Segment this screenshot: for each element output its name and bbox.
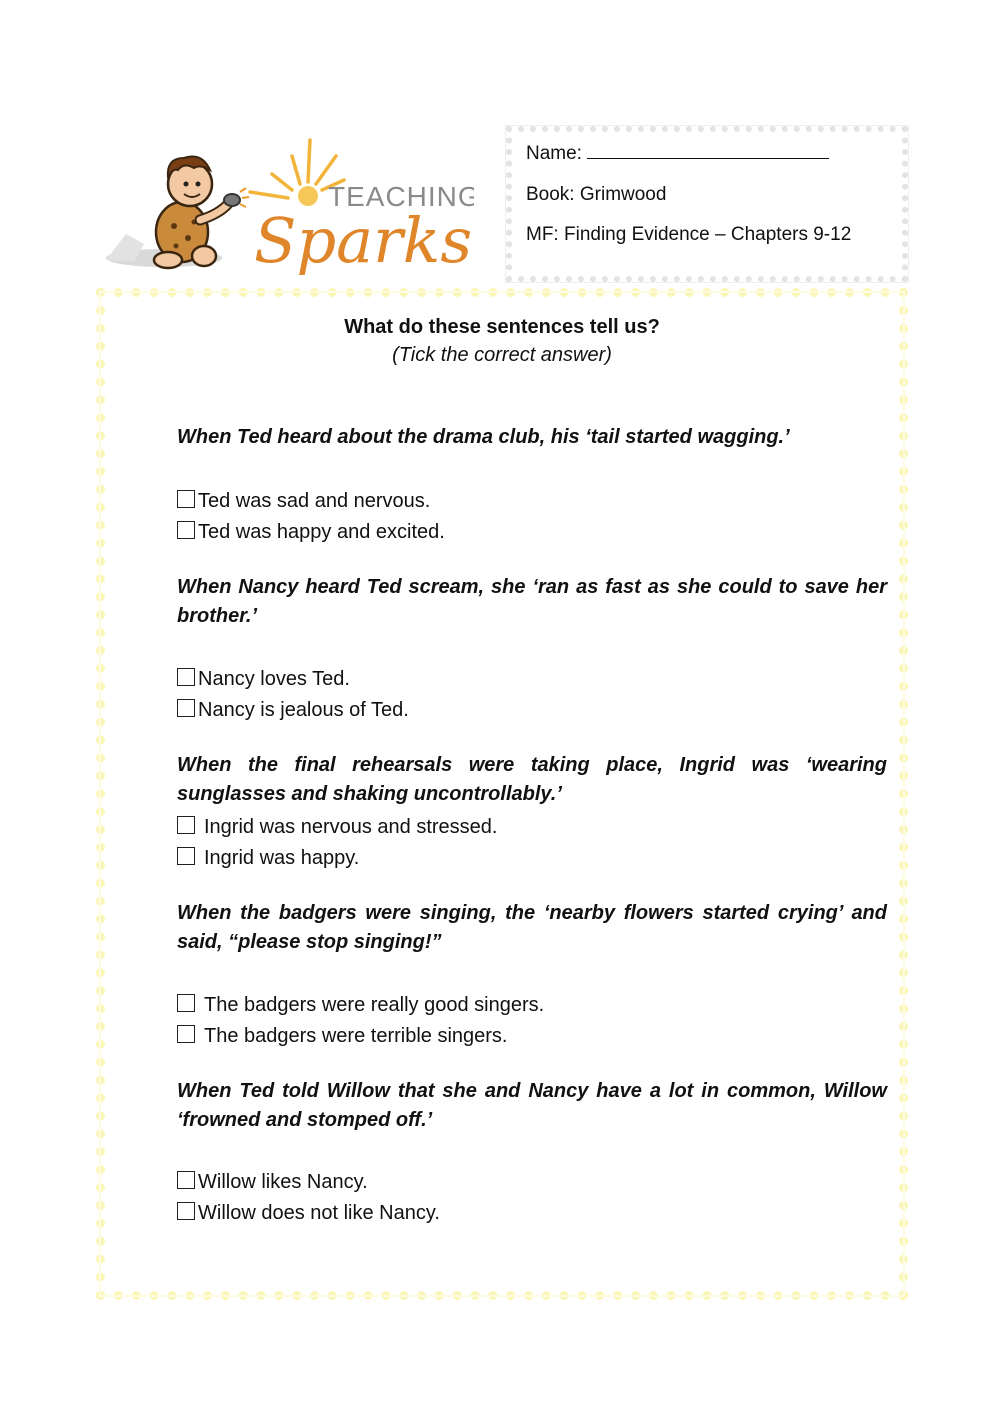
checkbox-icon[interactable] [177, 1171, 195, 1189]
checkbox-icon[interactable] [177, 1025, 195, 1043]
answer-option[interactable] [177, 667, 350, 691]
option-label: Willow does not like Nancy. [198, 1202, 440, 1224]
answer-option[interactable] [177, 698, 409, 722]
answer-option[interactable] [177, 1170, 368, 1194]
question-prompt: When Ted told Willow that she and Nancy have a lot in common, Willow ‘frowned and stomped off.’ [177, 1080, 887, 1131]
worksheet-panel [96, 288, 908, 1300]
checkbox-icon[interactable] [177, 668, 195, 686]
option-label: Ingrid was nervous and stressed. [204, 816, 498, 838]
answer-option[interactable] [177, 489, 430, 513]
book-line: Book: Grimwood [526, 183, 667, 205]
question-prompt: When the final rehearsals were taking place, Ingrid was ‘wearing sunglasses and shaking uncontrollably.’ [177, 754, 887, 805]
option-label: Nancy loves Ted. [198, 668, 350, 690]
focus-line: MF: Finding Evidence – Chapters 9-12 [526, 224, 852, 245]
worksheet-header [105, 313, 899, 369]
question-prompt: When Nancy heard Ted scream, she ‘ran as fast as she could to save her brother.’ [177, 576, 887, 627]
checkbox-icon[interactable] [177, 1202, 195, 1220]
question-prompt: When Ted heard about the drama club, his ‘tail started wagging.’ [177, 426, 790, 448]
option-label: The badgers were terrible singers. [204, 1025, 508, 1047]
option-label: The badgers were really good singers. [204, 994, 545, 1016]
answer-option[interactable] [177, 1201, 440, 1225]
name-line [526, 142, 902, 164]
option-label: Ingrid was happy. [204, 847, 360, 869]
name-label: Name: [526, 143, 582, 164]
option-label: Nancy is jealous of Ted. [198, 699, 409, 721]
answer-option[interactable] [177, 815, 498, 839]
answer-option[interactable] [177, 846, 359, 870]
name-field[interactable] [587, 142, 829, 159]
logo-word-sparks: Sparks [254, 204, 473, 276]
logo-word-teaching: TEACHING [328, 181, 474, 212]
checkbox-icon[interactable] [177, 521, 195, 539]
option-label: Ted was sad and nervous. [198, 490, 431, 512]
option-label: Willow likes Nancy. [198, 1171, 368, 1193]
option-label: Ted was happy and excited. [198, 521, 445, 543]
worksheet-instruction: (Tick the correct answer) [392, 344, 612, 366]
question-prompt: When the badgers were singing, the ‘nearby flowers started crying’ and said, “please stop singing!” [177, 902, 887, 953]
answer-option[interactable] [177, 520, 445, 544]
checkbox-icon[interactable] [177, 994, 195, 1012]
teaching-sparks-logo [104, 134, 474, 276]
answer-option[interactable] [177, 1024, 507, 1048]
answer-option[interactable] [177, 993, 544, 1017]
checkbox-icon[interactable] [177, 699, 195, 717]
student-info-box [506, 126, 908, 282]
worksheet-title: What do these sentences tell us? [344, 316, 660, 338]
checkbox-icon[interactable] [177, 847, 195, 865]
checkbox-icon[interactable] [177, 816, 195, 834]
checkbox-icon[interactable] [177, 490, 195, 508]
caveman-mascot-icon [104, 134, 474, 276]
